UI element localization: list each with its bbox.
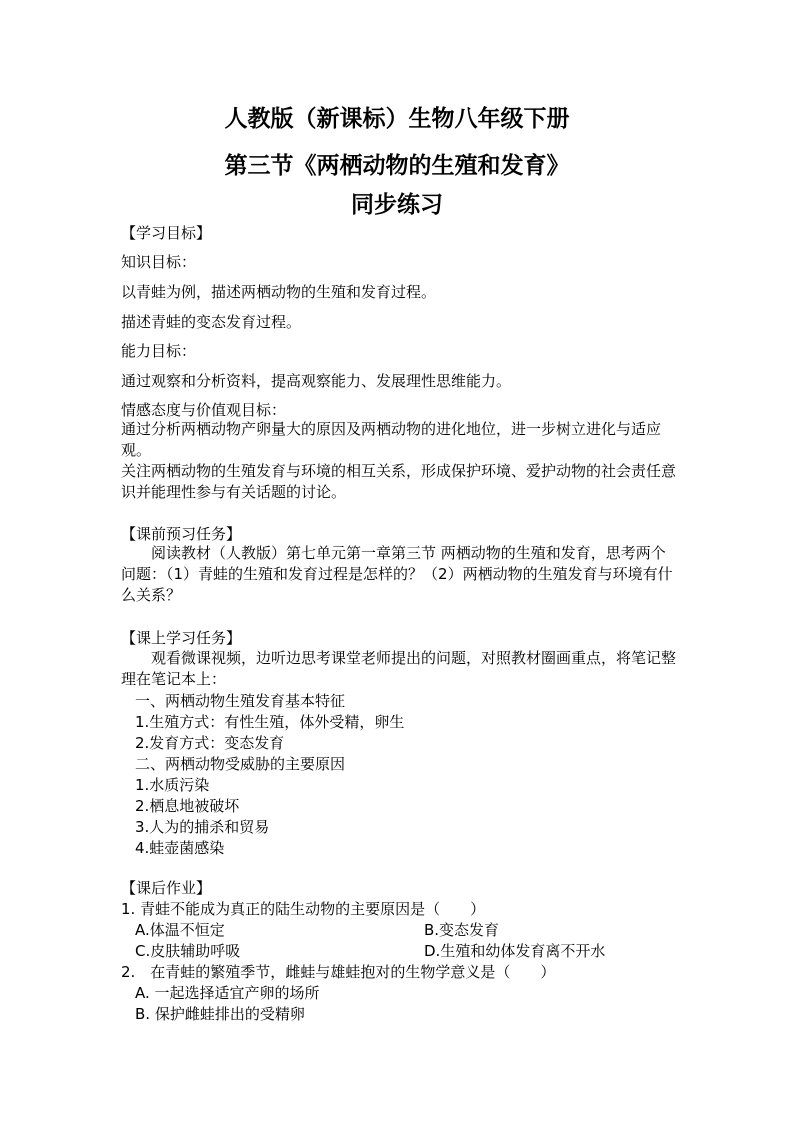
question-1-option-a: A.体温不恒定 bbox=[135, 921, 225, 939]
question-1-option-c: C.皮肤辅助呼吸 bbox=[135, 942, 241, 960]
preview-task-heading: 【课前预习任务】 bbox=[121, 525, 242, 543]
knowledge-goal-2: 描述青蛙的变态发育过程。 bbox=[121, 313, 302, 331]
question-2-option-b: B. 保护雌蛙排出的受精卵 bbox=[135, 1005, 305, 1023]
inclass-task-text: 观看微课视频，边听边思考课堂老师提出的问题，对照教材圈画重点，将笔记整理在笔记本上： bbox=[121, 649, 677, 688]
knowledge-goal-label: 知识目标： bbox=[121, 253, 197, 271]
notes-item: 2.发育方式：变态发育 bbox=[135, 734, 285, 752]
ability-goal-label: 能力目标： bbox=[121, 342, 197, 360]
emotion-goal-1: 通过分析两栖动物产卵量大的原因及两栖动物的进化地位，进一步树立进化与适应观。 bbox=[121, 420, 662, 459]
inclass-task-heading: 【课上学习任务】 bbox=[121, 629, 242, 647]
question-2-stem: 2. 在青蛙的繁殖季节，雌蛙与雄蛙抱对的生物学意义是（ ） bbox=[121, 963, 556, 981]
learning-goals-heading: 【学习目标】 bbox=[121, 224, 212, 242]
notes-item: 1.水质污染 bbox=[135, 776, 210, 794]
ability-goal-1: 通过观察和分析资料，提高观察能力、发展理性思维能力。 bbox=[121, 372, 512, 390]
question-1-option-d: D.生殖和幼体发育离不开水 bbox=[424, 942, 606, 960]
notes-item: 4.蛙壶菌感染 bbox=[135, 839, 225, 857]
doc-title-line1: 人教版（新课标）生物八年级下册 bbox=[224, 105, 570, 132]
question-1-stem: 1. 青蛙不能成为真正的陆生动物的主要原因是（ ） bbox=[121, 900, 486, 918]
preview-task-text: 阅读教材（人教版）第七单元第一章第三节 两栖动物的生殖和发育，思考两个问题：（1）青蛙的生殖和发育过程是怎样的？（2）两栖动物的生殖发育与环境有什么关系？ bbox=[121, 544, 673, 604]
notes-item: 1.生殖方式：有性生殖，体外受精，卵生 bbox=[135, 713, 405, 731]
doc-title-line3: 同步练习 bbox=[351, 191, 443, 218]
knowledge-goal-1: 以青蛙为例，描述两栖动物的生殖和发育过程。 bbox=[121, 283, 437, 301]
doc-title-line2: 第三节《两栖动物的生殖和发育》 bbox=[224, 152, 570, 179]
emotion-goal-2: 关注两栖动物的生殖发育与环境的相互关系，形成保护环境、爱护动物的社会责任意识并能理性参与有关话题的讨论。 bbox=[121, 462, 677, 501]
notes-section-1: 一、两栖动物生殖发育基本特征 bbox=[135, 692, 346, 710]
notes-item: 2.栖息地被破坏 bbox=[135, 797, 240, 815]
homework-heading: 【课后作业】 bbox=[121, 879, 212, 897]
question-2-option-a: A. 一起选择适宜产卵的场所 bbox=[135, 984, 320, 1002]
notes-item: 3.人为的捕杀和贸易 bbox=[135, 818, 270, 836]
emotion-goal-label: 情感态度与价值观目标： bbox=[121, 401, 287, 419]
question-1-option-b: B.变态发育 bbox=[424, 921, 500, 939]
notes-section-2: 二、两栖动物受威胁的主要原因 bbox=[135, 755, 346, 773]
